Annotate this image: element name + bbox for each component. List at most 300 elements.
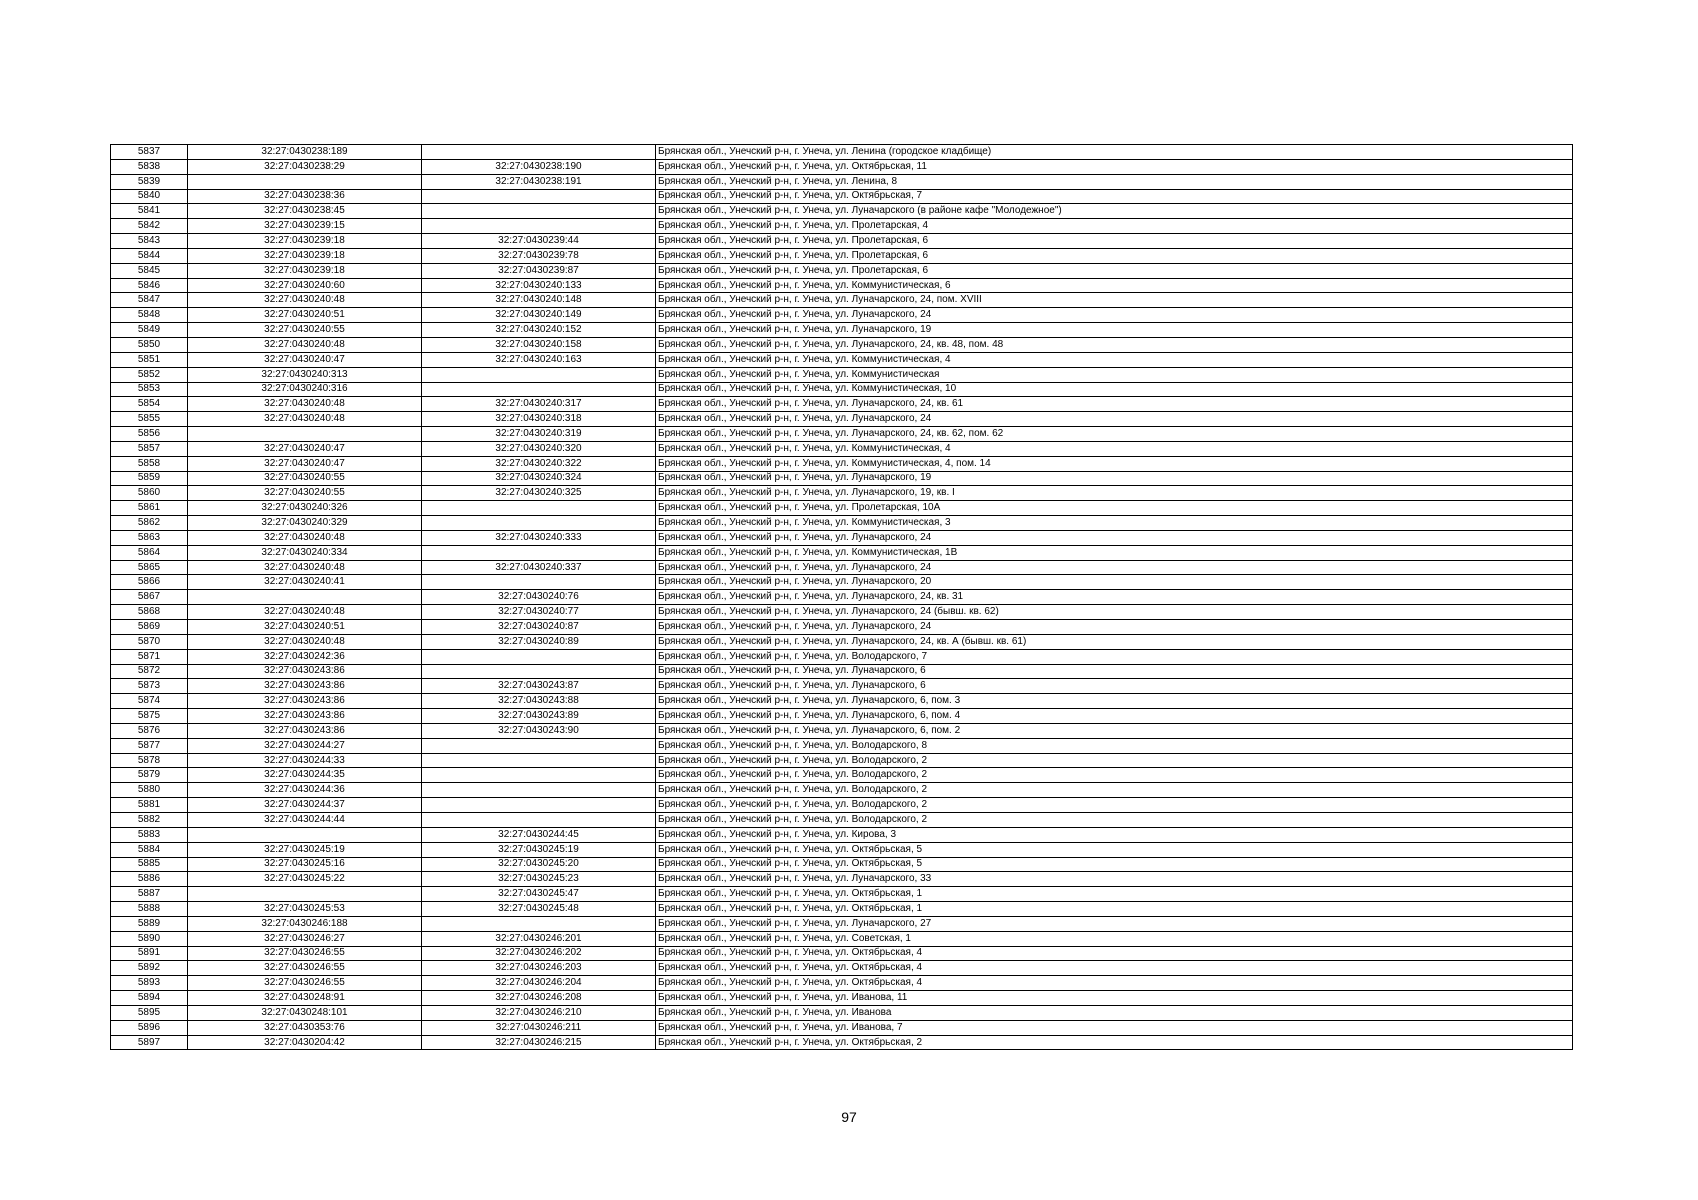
address-cell: Брянская обл., Унечский р-н, г. Унеча, ул. Луначарского (в районе кафе "Молодежное") bbox=[656, 204, 1573, 219]
cadastral-number-cell: 32:27:0430240:47 bbox=[188, 352, 422, 367]
address-cell: Брянская обл., Унечский р-н, г. Унеча, ул. Луначарского, 6, пом. 2 bbox=[656, 723, 1573, 738]
row-number-cell: 5894 bbox=[111, 991, 188, 1006]
address-cell: Брянская обл., Унечский р-н, г. Унеча, ул. Пролетарская, 6 bbox=[656, 263, 1573, 278]
row-number-cell: 5855 bbox=[111, 412, 188, 427]
address-cell: Брянская обл., Унечский р-н, г. Унеча, ул. Октябрьская, 4 bbox=[656, 976, 1573, 991]
table-row bbox=[111, 530, 1573, 545]
table-row bbox=[111, 367, 1573, 382]
related-number-cell: 32:27:0430246:204 bbox=[422, 976, 656, 991]
address-cell: Брянская обл., Унечский р-н, г. Унеча, ул. Луначарского, 19 bbox=[656, 323, 1573, 338]
cadastral-number-cell: 32:27:0430240:48 bbox=[188, 605, 422, 620]
related-number-cell bbox=[422, 382, 656, 397]
row-number-cell: 5882 bbox=[111, 812, 188, 827]
row-number-cell: 5883 bbox=[111, 827, 188, 842]
row-number-cell: 5869 bbox=[111, 620, 188, 635]
table-row bbox=[111, 278, 1573, 293]
cadastral-number-cell: 32:27:0430240:48 bbox=[188, 560, 422, 575]
cadastral-number-cell: 32:27:0430240:48 bbox=[188, 293, 422, 308]
address-cell: Брянская обл., Унечский р-н, г. Унеча, ул. Луначарского, 24, кв. 61 bbox=[656, 397, 1573, 412]
related-number-cell bbox=[422, 189, 656, 204]
table-row bbox=[111, 575, 1573, 590]
related-number-cell: 32:27:0430238:191 bbox=[422, 174, 656, 189]
related-number-cell: 32:27:0430240:133 bbox=[422, 278, 656, 293]
row-number-cell: 5873 bbox=[111, 679, 188, 694]
address-cell: Брянская обл., Унечский р-н, г. Унеча, ул. Луначарского, 24 bbox=[656, 560, 1573, 575]
table-body bbox=[111, 145, 1573, 1050]
cadastral-number-cell: 32:27:0430240:51 bbox=[188, 308, 422, 323]
address-cell: Брянская обл., Унечский р-н, г. Унеча, ул. Володарского, 2 bbox=[656, 812, 1573, 827]
table-row bbox=[111, 902, 1573, 917]
address-cell: Брянская обл., Унечский р-н, г. Унеча, ул. Иванова bbox=[656, 1005, 1573, 1020]
address-cell: Брянская обл., Унечский р-н, г. Унеча, ул. Луначарского, 27 bbox=[656, 916, 1573, 931]
related-number-cell bbox=[422, 545, 656, 560]
related-number-cell: 32:27:0430240:152 bbox=[422, 323, 656, 338]
row-number-cell: 5841 bbox=[111, 204, 188, 219]
address-cell: Брянская обл., Унечский р-н, г. Унеча, ул. Луначарского, 24, кв. А (бывш. кв. 61) bbox=[656, 634, 1573, 649]
address-cell: Брянская обл., Унечский р-н, г. Унеча, ул. Октябрьская, 11 bbox=[656, 159, 1573, 174]
table-row bbox=[111, 352, 1573, 367]
table-row bbox=[111, 145, 1573, 160]
related-number-cell bbox=[422, 916, 656, 931]
row-number-cell: 5861 bbox=[111, 501, 188, 516]
related-number-cell: 32:27:0430240:317 bbox=[422, 397, 656, 412]
page-number: 97 bbox=[841, 1109, 857, 1125]
cadastral-number-cell: 32:27:0430240:313 bbox=[188, 367, 422, 382]
address-cell: Брянская обл., Унечский р-н, г. Унеча, ул. Коммунистическая bbox=[656, 367, 1573, 382]
table-row bbox=[111, 827, 1573, 842]
table-row bbox=[111, 590, 1573, 605]
cadastral-number-cell: 32:27:0430244:36 bbox=[188, 783, 422, 798]
related-number-cell: 32:27:0430246:210 bbox=[422, 1005, 656, 1020]
cadastral-number-cell bbox=[188, 427, 422, 442]
related-number-cell: 32:27:0430246:215 bbox=[422, 1035, 656, 1050]
table-row bbox=[111, 664, 1573, 679]
row-number-cell: 5856 bbox=[111, 427, 188, 442]
address-cell: Брянская обл., Унечский р-н, г. Унеча, ул. Луначарского, 19 bbox=[656, 471, 1573, 486]
related-number-cell: 32:27:0430239:78 bbox=[422, 248, 656, 263]
cadastral-number-cell: 32:27:0430243:86 bbox=[188, 723, 422, 738]
related-number-cell: 32:27:0430238:190 bbox=[422, 159, 656, 174]
address-cell: Брянская обл., Унечский р-н, г. Унеча, ул. Володарского, 2 bbox=[656, 783, 1573, 798]
table-row bbox=[111, 234, 1573, 249]
related-number-cell: 32:27:0430240:325 bbox=[422, 486, 656, 501]
address-cell: Брянская обл., Унечский р-н, г. Унеча, ул. Советская, 1 bbox=[656, 931, 1573, 946]
row-number-cell: 5840 bbox=[111, 189, 188, 204]
address-cell: Брянская обл., Унечский р-н, г. Унеча, ул. Коммунистическая, 4 bbox=[656, 441, 1573, 456]
related-number-cell: 32:27:0430246:201 bbox=[422, 931, 656, 946]
table-row bbox=[111, 916, 1573, 931]
cadastral-number-cell: 32:27:0430246:55 bbox=[188, 946, 422, 961]
related-number-cell: 32:27:0430246:202 bbox=[422, 946, 656, 961]
cadastral-number-cell: 32:27:0430240:48 bbox=[188, 634, 422, 649]
address-cell: Брянская обл., Унечский р-н, г. Унеча, ул. Луначарского, 24 bbox=[656, 308, 1573, 323]
address-cell: Брянская обл., Унечский р-н, г. Унеча, ул. Луначарского, 24 bbox=[656, 412, 1573, 427]
cadastral-number-cell bbox=[188, 887, 422, 902]
address-cell: Брянская обл., Унечский р-н, г. Унеча, ул. Володарского, 2 bbox=[656, 753, 1573, 768]
row-number-cell: 5892 bbox=[111, 961, 188, 976]
row-number-cell: 5886 bbox=[111, 872, 188, 887]
address-cell: Брянская обл., Унечский р-н, г. Унеча, ул. Октябрьская, 4 bbox=[656, 946, 1573, 961]
related-number-cell bbox=[422, 783, 656, 798]
row-number-cell: 5857 bbox=[111, 441, 188, 456]
related-number-cell: 32:27:0430243:87 bbox=[422, 679, 656, 694]
table-row bbox=[111, 946, 1573, 961]
cadastral-number-cell: 32:27:0430240:329 bbox=[188, 516, 422, 531]
table-row bbox=[111, 976, 1573, 991]
table-row bbox=[111, 412, 1573, 427]
row-number-cell: 5842 bbox=[111, 219, 188, 234]
related-number-cell: 32:27:0430240:87 bbox=[422, 620, 656, 635]
cadastral-number-cell: 32:27:0430240:316 bbox=[188, 382, 422, 397]
row-number-cell: 5867 bbox=[111, 590, 188, 605]
row-number-cell: 5862 bbox=[111, 516, 188, 531]
related-number-cell: 32:27:0430245:20 bbox=[422, 857, 656, 872]
cadastral-number-cell: 32:27:0430238:45 bbox=[188, 204, 422, 219]
table-row bbox=[111, 872, 1573, 887]
cadastral-number-cell: 32:27:0430240:48 bbox=[188, 412, 422, 427]
address-cell: Брянская обл., Унечский р-н, г. Унеча, ул. Ленина (городское кладбище) bbox=[656, 145, 1573, 160]
row-number-cell: 5897 bbox=[111, 1035, 188, 1050]
row-number-cell: 5866 bbox=[111, 575, 188, 590]
table-row bbox=[111, 471, 1573, 486]
row-number-cell: 5887 bbox=[111, 887, 188, 902]
cadastral-number-cell: 32:27:0430238:189 bbox=[188, 145, 422, 160]
cadastral-number-cell: 32:27:0430240:47 bbox=[188, 456, 422, 471]
row-number-cell: 5884 bbox=[111, 842, 188, 857]
row-number-cell: 5876 bbox=[111, 723, 188, 738]
row-number-cell: 5889 bbox=[111, 916, 188, 931]
address-cell: Брянская обл., Унечский р-н, г. Унеча, ул. Пролетарская, 4 bbox=[656, 219, 1573, 234]
cadastral-number-cell: 32:27:0430248:101 bbox=[188, 1005, 422, 1020]
related-number-cell bbox=[422, 738, 656, 753]
related-number-cell bbox=[422, 798, 656, 813]
row-number-cell: 5852 bbox=[111, 367, 188, 382]
related-number-cell: 32:27:0430240:324 bbox=[422, 471, 656, 486]
row-number-cell: 5874 bbox=[111, 694, 188, 709]
table-row bbox=[111, 159, 1573, 174]
address-cell: Брянская обл., Унечский р-н, г. Унеча, ул. Луначарского, 33 bbox=[656, 872, 1573, 887]
cadastral-number-cell: 32:27:0430240:51 bbox=[188, 620, 422, 635]
address-cell: Брянская обл., Унечский р-н, г. Унеча, ул. Володарского, 2 bbox=[656, 798, 1573, 813]
related-number-cell: 32:27:0430243:89 bbox=[422, 709, 656, 724]
address-cell: Брянская обл., Унечский р-н, г. Унеча, ул. Кирова, 3 bbox=[656, 827, 1573, 842]
address-cell: Брянская обл., Унечский р-н, г. Унеча, ул. Луначарского, 24, кв. 48, пом. 48 bbox=[656, 337, 1573, 352]
row-number-cell: 5893 bbox=[111, 976, 188, 991]
row-number-cell: 5880 bbox=[111, 783, 188, 798]
cadastral-number-cell: 32:27:0430240:55 bbox=[188, 323, 422, 338]
cadastral-number-cell: 32:27:0430243:86 bbox=[188, 664, 422, 679]
related-number-cell bbox=[422, 753, 656, 768]
table-row bbox=[111, 812, 1573, 827]
cadastral-number-cell: 32:27:0430244:44 bbox=[188, 812, 422, 827]
row-number-cell: 5859 bbox=[111, 471, 188, 486]
cadastral-number-cell: 32:27:0430244:37 bbox=[188, 798, 422, 813]
address-cell: Брянская обл., Унечский р-н, г. Унеча, ул. Октябрьская, 1 bbox=[656, 887, 1573, 902]
related-number-cell: 32:27:0430243:88 bbox=[422, 694, 656, 709]
address-cell: Брянская обл., Унечский р-н, г. Унеча, ул. Луначарского, 24, пом. XVIII bbox=[656, 293, 1573, 308]
address-cell: Брянская обл., Унечский р-н, г. Унеча, ул. Володарского, 2 bbox=[656, 768, 1573, 783]
table-row bbox=[111, 1035, 1573, 1050]
cadastral-number-cell: 32:27:0430244:27 bbox=[188, 738, 422, 753]
cadastral-number-cell bbox=[188, 174, 422, 189]
related-number-cell: 32:27:0430243:90 bbox=[422, 723, 656, 738]
row-number-cell: 5864 bbox=[111, 545, 188, 560]
table-row bbox=[111, 694, 1573, 709]
related-number-cell: 32:27:0430240:149 bbox=[422, 308, 656, 323]
row-number-cell: 5877 bbox=[111, 738, 188, 753]
table-row bbox=[111, 842, 1573, 857]
table-row bbox=[111, 456, 1573, 471]
related-number-cell: 32:27:0430246:211 bbox=[422, 1020, 656, 1035]
address-cell: Брянская обл., Унечский р-н, г. Унеча, ул. Володарского, 7 bbox=[656, 649, 1573, 664]
row-number-cell: 5872 bbox=[111, 664, 188, 679]
cadastral-number-cell: 32:27:0430240:326 bbox=[188, 501, 422, 516]
cadastral-number-cell: 32:27:0430240:48 bbox=[188, 397, 422, 412]
cadastral-number-cell: 32:27:0430245:19 bbox=[188, 842, 422, 857]
address-cell: Брянская обл., Унечский р-н, г. Унеча, ул. Октябрьская, 7 bbox=[656, 189, 1573, 204]
cadastral-number-cell: 32:27:0430238:36 bbox=[188, 189, 422, 204]
row-number-cell: 5849 bbox=[111, 323, 188, 338]
row-number-cell: 5846 bbox=[111, 278, 188, 293]
table-row bbox=[111, 961, 1573, 976]
table-row bbox=[111, 516, 1573, 531]
row-number-cell: 5863 bbox=[111, 530, 188, 545]
cadastral-number-cell: 32:27:0430353:76 bbox=[188, 1020, 422, 1035]
cadastral-number-cell: 32:27:0430243:86 bbox=[188, 679, 422, 694]
row-number-cell: 5865 bbox=[111, 560, 188, 575]
table-row bbox=[111, 1005, 1573, 1020]
cadastral-number-cell: 32:27:0430246:27 bbox=[188, 931, 422, 946]
address-cell: Брянская обл., Унечский р-н, г. Унеча, ул. Иванова, 11 bbox=[656, 991, 1573, 1006]
cadastral-number-cell: 32:27:0430248:91 bbox=[188, 991, 422, 1006]
row-number-cell: 5860 bbox=[111, 486, 188, 501]
row-number-cell: 5837 bbox=[111, 145, 188, 160]
address-cell: Брянская обл., Унечский р-н, г. Унеча, ул. Коммунистическая, 6 bbox=[656, 278, 1573, 293]
table-row bbox=[111, 991, 1573, 1006]
cadastral-number-cell: 32:27:0430239:15 bbox=[188, 219, 422, 234]
related-number-cell bbox=[422, 516, 656, 531]
row-number-cell: 5847 bbox=[111, 293, 188, 308]
cadastral-number-cell: 32:27:0430239:18 bbox=[188, 248, 422, 263]
table-row bbox=[111, 649, 1573, 664]
related-number-cell bbox=[422, 145, 656, 160]
address-cell: Брянская обл., Унечский р-н, г. Унеча, ул. Луначарского, 19, кв. I bbox=[656, 486, 1573, 501]
row-number-cell: 5878 bbox=[111, 753, 188, 768]
address-cell: Брянская обл., Унечский р-н, г. Унеча, ул. Октябрьская, 5 bbox=[656, 857, 1573, 872]
row-number-cell: 5888 bbox=[111, 902, 188, 917]
cadastral-number-cell: 32:27:0430240:60 bbox=[188, 278, 422, 293]
address-cell: Брянская обл., Унечский р-н, г. Унеча, ул. Луначарского, 24, кв. 62, пом. 62 bbox=[656, 427, 1573, 442]
row-number-cell: 5850 bbox=[111, 337, 188, 352]
cadastral-number-cell bbox=[188, 827, 422, 842]
address-cell: Брянская обл., Унечский р-н, г. Унеча, ул. Пролетарская, 6 bbox=[656, 234, 1573, 249]
table-row bbox=[111, 441, 1573, 456]
row-number-cell: 5851 bbox=[111, 352, 188, 367]
related-number-cell: 32:27:0430240:76 bbox=[422, 590, 656, 605]
cadastral-number-cell: 32:27:0430240:55 bbox=[188, 486, 422, 501]
cadastral-number-cell: 32:27:0430244:33 bbox=[188, 753, 422, 768]
cadastral-number-cell: 32:27:0430239:18 bbox=[188, 234, 422, 249]
cadastral-number-cell: 32:27:0430238:29 bbox=[188, 159, 422, 174]
cadastral-number-cell: 32:27:0430246:188 bbox=[188, 916, 422, 931]
table-row bbox=[111, 931, 1573, 946]
address-cell: Брянская обл., Унечский р-н, г. Унеча, ул. Ленина, 8 bbox=[656, 174, 1573, 189]
related-number-cell: 32:27:0430240:333 bbox=[422, 530, 656, 545]
cadastral-number-cell: 32:27:0430240:41 bbox=[188, 575, 422, 590]
related-number-cell: 32:27:0430240:158 bbox=[422, 337, 656, 352]
related-number-cell: 32:27:0430240:163 bbox=[422, 352, 656, 367]
row-number-cell: 5844 bbox=[111, 248, 188, 263]
table-row bbox=[111, 679, 1573, 694]
table-row bbox=[111, 738, 1573, 753]
cadastral-number-cell: 32:27:0430242:36 bbox=[188, 649, 422, 664]
related-number-cell bbox=[422, 204, 656, 219]
related-number-cell: 32:27:0430240:148 bbox=[422, 293, 656, 308]
row-number-cell: 5858 bbox=[111, 456, 188, 471]
address-cell: Брянская обл., Унечский р-н, г. Унеча, ул. Луначарского, 24 (бывш. кв. 62) bbox=[656, 605, 1573, 620]
cadastral-number-cell: 32:27:0430246:55 bbox=[188, 976, 422, 991]
row-number-cell: 5853 bbox=[111, 382, 188, 397]
cadastral-number-cell: 32:27:0430239:18 bbox=[188, 263, 422, 278]
row-number-cell: 5871 bbox=[111, 649, 188, 664]
table-row bbox=[111, 1020, 1573, 1035]
address-cell: Брянская обл., Унечский р-н, г. Унеча, ул. Октябрьская, 2 bbox=[656, 1035, 1573, 1050]
related-number-cell: 32:27:0430240:318 bbox=[422, 412, 656, 427]
table-row bbox=[111, 248, 1573, 263]
row-number-cell: 5854 bbox=[111, 397, 188, 412]
related-number-cell: 32:27:0430239:44 bbox=[422, 234, 656, 249]
table-row bbox=[111, 857, 1573, 872]
cadastral-number-cell: 32:27:0430245:16 bbox=[188, 857, 422, 872]
address-cell: Брянская обл., Унечский р-н, г. Унеча, ул. Коммунистическая, 10 bbox=[656, 382, 1573, 397]
table-row bbox=[111, 634, 1573, 649]
table-row bbox=[111, 709, 1573, 724]
table-row bbox=[111, 219, 1573, 234]
related-number-cell bbox=[422, 501, 656, 516]
cadastral-number-cell: 32:27:0430244:35 bbox=[188, 768, 422, 783]
related-number-cell: 32:27:0430245:47 bbox=[422, 887, 656, 902]
table-row bbox=[111, 323, 1573, 338]
related-number-cell: 32:27:0430245:19 bbox=[422, 842, 656, 857]
address-cell: Брянская обл., Унечский р-н, г. Унеча, ул. Луначарского, 6 bbox=[656, 679, 1573, 694]
row-number-cell: 5879 bbox=[111, 768, 188, 783]
related-number-cell: 32:27:0430240:337 bbox=[422, 560, 656, 575]
address-cell: Брянская обл., Унечский р-н, г. Унеча, ул. Луначарского, 20 bbox=[656, 575, 1573, 590]
address-cell: Брянская обл., Унечский р-н, г. Унеча, ул. Луначарского, 6, пом. 3 bbox=[656, 694, 1573, 709]
related-number-cell: 32:27:0430246:203 bbox=[422, 961, 656, 976]
table-row bbox=[111, 605, 1573, 620]
table-row bbox=[111, 545, 1573, 560]
related-number-cell bbox=[422, 812, 656, 827]
cadastral-number-cell: 32:27:0430240:48 bbox=[188, 530, 422, 545]
cadastral-number-cell bbox=[188, 590, 422, 605]
related-number-cell bbox=[422, 219, 656, 234]
address-cell: Брянская обл., Унечский р-н, г. Унеча, ул. Коммунистическая, 4 bbox=[656, 352, 1573, 367]
table-row bbox=[111, 620, 1573, 635]
row-number-cell: 5848 bbox=[111, 308, 188, 323]
address-cell: Брянская обл., Унечский р-н, г. Унеча, ул. Коммунистическая, 3 bbox=[656, 516, 1573, 531]
row-number-cell: 5891 bbox=[111, 946, 188, 961]
table-row bbox=[111, 753, 1573, 768]
cadastral-number-cell: 32:27:0430245:53 bbox=[188, 902, 422, 917]
address-cell: Брянская обл., Унечский р-н, г. Унеча, ул. Луначарского, 6, пом. 4 bbox=[656, 709, 1573, 724]
row-number-cell: 5838 bbox=[111, 159, 188, 174]
related-number-cell: 32:27:0430239:87 bbox=[422, 263, 656, 278]
cadastral-number-cell: 32:27:0430246:55 bbox=[188, 961, 422, 976]
related-number-cell bbox=[422, 367, 656, 382]
table-row bbox=[111, 783, 1573, 798]
address-cell: Брянская обл., Унечский р-н, г. Унеча, ул. Луначарского, 24, кв. 31 bbox=[656, 590, 1573, 605]
address-cell: Брянская обл., Унечский р-н, г. Унеча, ул. Октябрьская, 4 bbox=[656, 961, 1573, 976]
table-row bbox=[111, 427, 1573, 442]
table-row bbox=[111, 308, 1573, 323]
table-row bbox=[111, 560, 1573, 575]
cadastral-table bbox=[110, 144, 1573, 1050]
table-row bbox=[111, 263, 1573, 278]
cadastral-number-cell: 32:27:0430243:86 bbox=[188, 709, 422, 724]
address-cell: Брянская обл., Унечский р-н, г. Унеча, ул. Коммунистическая, 4, пом. 14 bbox=[656, 456, 1573, 471]
address-cell: Брянская обл., Унечский р-н, г. Унеча, ул. Луначарского, 6 bbox=[656, 664, 1573, 679]
row-number-cell: 5845 bbox=[111, 263, 188, 278]
address-cell: Брянская обл., Унечский р-н, г. Унеча, ул. Пролетарская, 6 bbox=[656, 248, 1573, 263]
cadastral-number-cell: 32:27:0430240:47 bbox=[188, 441, 422, 456]
related-number-cell: 32:27:0430245:23 bbox=[422, 872, 656, 887]
table-row bbox=[111, 189, 1573, 204]
row-number-cell: 5839 bbox=[111, 174, 188, 189]
related-number-cell: 32:27:0430240:89 bbox=[422, 634, 656, 649]
row-number-cell: 5868 bbox=[111, 605, 188, 620]
table-row bbox=[111, 204, 1573, 219]
related-number-cell bbox=[422, 664, 656, 679]
table-row bbox=[111, 723, 1573, 738]
address-cell: Брянская обл., Унечский р-н, г. Унеча, ул. Иванова, 7 bbox=[656, 1020, 1573, 1035]
table-row bbox=[111, 768, 1573, 783]
cadastral-number-cell: 32:27:0430240:55 bbox=[188, 471, 422, 486]
cadastral-number-cell: 32:27:0430245:22 bbox=[188, 872, 422, 887]
table-row bbox=[111, 798, 1573, 813]
row-number-cell: 5881 bbox=[111, 798, 188, 813]
address-cell: Брянская обл., Унечский р-н, г. Унеча, ул. Октябрьская, 1 bbox=[656, 902, 1573, 917]
table-row bbox=[111, 337, 1573, 352]
related-number-cell: 32:27:0430246:208 bbox=[422, 991, 656, 1006]
related-number-cell: 32:27:0430244:45 bbox=[422, 827, 656, 842]
table-row bbox=[111, 887, 1573, 902]
table-row bbox=[111, 293, 1573, 308]
address-cell: Брянская обл., Унечский р-н, г. Унеча, ул. Пролетарская, 10А bbox=[656, 501, 1573, 516]
table-row bbox=[111, 174, 1573, 189]
table-row bbox=[111, 397, 1573, 412]
related-number-cell bbox=[422, 575, 656, 590]
related-number-cell bbox=[422, 649, 656, 664]
row-number-cell: 5843 bbox=[111, 234, 188, 249]
row-number-cell: 5895 bbox=[111, 1005, 188, 1020]
related-number-cell: 32:27:0430245:48 bbox=[422, 902, 656, 917]
address-cell: Брянская обл., Унечский р-н, г. Унеча, ул. Луначарского, 24 bbox=[656, 620, 1573, 635]
row-number-cell: 5885 bbox=[111, 857, 188, 872]
related-number-cell bbox=[422, 768, 656, 783]
row-number-cell: 5870 bbox=[111, 634, 188, 649]
cadastral-number-cell: 32:27:0430204:42 bbox=[188, 1035, 422, 1050]
row-number-cell: 5875 bbox=[111, 709, 188, 724]
address-cell: Брянская обл., Унечский р-н, г. Унеча, ул. Луначарского, 24 bbox=[656, 530, 1573, 545]
address-cell: Брянская обл., Унечский р-н, г. Унеча, ул. Коммунистическая, 1В bbox=[656, 545, 1573, 560]
related-number-cell: 32:27:0430240:320 bbox=[422, 441, 656, 456]
table-row bbox=[111, 501, 1573, 516]
cadastral-number-cell: 32:27:0430243:86 bbox=[188, 694, 422, 709]
related-number-cell: 32:27:0430240:319 bbox=[422, 427, 656, 442]
cadastral-number-cell: 32:27:0430240:48 bbox=[188, 337, 422, 352]
related-number-cell: 32:27:0430240:77 bbox=[422, 605, 656, 620]
